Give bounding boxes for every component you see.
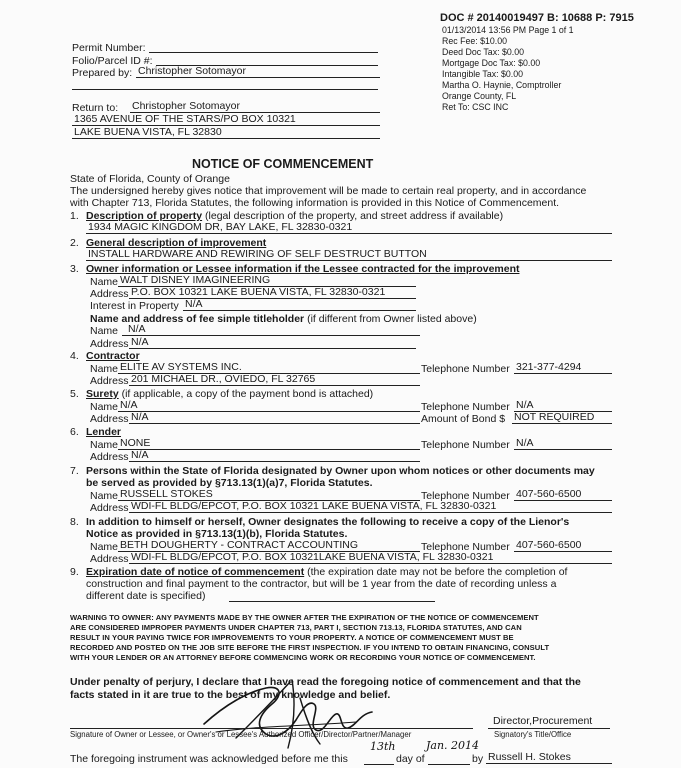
fee-holder-name-value: N/A (122, 324, 420, 336)
recording-date: 01/13/2014 13:56 PM Page 1 of 1 (442, 25, 574, 35)
property-description-value: 1934 MAGIC KINGDOM DR, BAY LAKE, FL 32830-0321 (86, 222, 612, 234)
acknowledgement-text: The foregoing instrument was acknowledged before me this (70, 753, 348, 765)
owner-address-value: P.O. BOX 10321 LAKE BUENA VISTA, FL 32830-0321 (129, 287, 416, 299)
acknowledgement-by-value: Russell H. Stokes (486, 752, 612, 764)
perjury-statement-2: facts stated in it are true to the best of my knowledge and belief. (70, 689, 391, 701)
section-6-number: 6. (70, 426, 79, 438)
warning-line-3: RESULT IN YOUR PAYING TWICE FOR IMPROVEMENTS TO YOUR PROPERTY. A NOTICE OF COMMENCEMENT MUST BE (70, 633, 514, 642)
return-to-name: Christopher Sotomayor (130, 101, 380, 113)
warning-line-2: ARE CONSIDERED IMPROPER PAYMENTS UNDER CHAPTER 713, PART I, SECTION 713.13, FLORIDA STATUTES, AND CAN (70, 623, 522, 632)
section-9-title: Expiration date of notice of commencement (86, 566, 305, 578)
by-label: by (472, 753, 484, 765)
lienor-copy-address-label: Address (90, 553, 129, 565)
return-to-label: Return to: (72, 102, 119, 114)
lender-phone-label: Telephone Number (421, 439, 510, 451)
deed-doc-tax: Deed Doc Tax: $0.00 (442, 47, 524, 57)
prepared-by-value: Christopher Sotomayor (136, 66, 380, 78)
designee-phone-value: 407-560-6500 (514, 489, 612, 501)
intro-text-1: The undersigned hereby gives notice that improvement will be made to certain real property, and in accordance (70, 185, 587, 197)
owner-name-label: Name (90, 276, 119, 288)
improvement-description-value: INSTALL HARDWARE AND REWIRING OF SELF DESTRUCT BUTTON (86, 249, 612, 261)
prepared-by-label: Prepared by: (72, 67, 133, 79)
section-8-number: 8. (70, 516, 79, 528)
fee-holder-address-value: N/A (129, 337, 416, 349)
contractor-address-value: 201 MICHAEL DR., OVIEDO, FL 32765 (129, 374, 420, 386)
intro-text-2: with Chapter 713, Florida Statutes, the following information is provided in this Notice of Commencement. (70, 197, 560, 209)
page-title: NOTICE OF COMMENCEMENT (192, 157, 374, 171)
contractor-address-label: Address (90, 375, 129, 387)
owner-signature (196, 674, 386, 752)
mortgage-doc-tax: Mortgage Doc Tax: $0.00 (442, 58, 541, 68)
lienor-copy-name-value: BETH DOUGHERTY - CONTRACT ACCOUNTING (118, 540, 420, 552)
fee-holder-desc: (if different from Owner listed above) (304, 313, 477, 325)
acknowledgement-month-line[interactable] (428, 764, 470, 765)
section-4-number: 4. (70, 350, 79, 362)
contractor-name-label: Name (90, 363, 119, 375)
warning-line-4: RECORDED AND POSTED ON THE JOB SITE BEFORE THE FIRST INSPECTION. IF YOU INTEND TO OBTAIN FINANCING, CONSULT (70, 643, 550, 652)
fee-holder-title: Name and address of fee simple titleholder (90, 313, 305, 325)
acknowledgement-month-value: Jan. 2014 (426, 739, 480, 752)
lender-address-label: Address (90, 451, 129, 463)
section-1-title: Description of property (86, 210, 203, 222)
surety-phone-label: Telephone Number (421, 401, 510, 413)
permit-number-line[interactable] (149, 52, 378, 53)
section-6-title: Lender (86, 426, 122, 438)
day-of-label: day of (396, 753, 425, 765)
perjury-statement-1: Under penalty of perjury, I declare that I have read the foregoing notice of commencement and that the (70, 676, 581, 688)
signatory-title-value: Director,Procurement (493, 715, 593, 727)
designee-name-value: RUSSELL STOKES (118, 489, 420, 501)
intangible-tax: Intangible Tax: $0.00 (442, 69, 524, 79)
surety-name-value: N/A (118, 400, 420, 412)
designee-phone-label: Telephone Number (421, 490, 510, 502)
lender-name-label: Name (90, 439, 119, 451)
surety-phone-value: N/A (514, 400, 612, 412)
section-3-number: 3. (70, 263, 79, 275)
contractor-phone-label: Telephone Number (421, 363, 510, 375)
section-9-desc-3: different date is specified) (86, 590, 206, 602)
surety-name-label: Name (90, 401, 119, 413)
owner-name-value: WALT DISNEY IMAGINEERING (118, 275, 416, 287)
contractor-name-value: ELITE AV SYSTEMS INC. (118, 362, 420, 374)
section-8-title-1: In addition to himself or herself, Owner designates the following to receive a copy of the Lienor's (86, 516, 570, 528)
blank-line (72, 89, 378, 90)
fee-holder-name-label: Name (90, 325, 119, 337)
signature-caption: Signature of Owner or Lessee, or Owner's or Lessee's Authorized Officer/Director/Partner/Manager (70, 730, 412, 739)
signatory-title-caption: Signatory's Title/Office (494, 730, 572, 739)
warning-line-5: WITH YOUR LENDER OR AN ATTORNEY BEFORE COMMENCING WORK OR RECORDING YOUR NOTICE OF COMMENCEMENT. (70, 653, 536, 662)
section-8-title-2: Notice as provided in §713.13(1)(b), Florida Statutes. (86, 528, 348, 540)
section-7-title-1: Persons within the State of Florida designated by Owner upon whom notices or other documents may (86, 465, 595, 477)
surety-address-label: Address (90, 413, 129, 425)
designee-name-label: Name (90, 490, 119, 502)
section-9-desc-2: construction and final payment to the contractor, but will be 1 year from the date of recording unless a (86, 578, 557, 590)
lender-address-value: N/A (129, 450, 420, 462)
lienor-copy-address-value: WDI-FL BLDG/EPCOT, P.O. BOX 10321LAKE BUENA VISTA, FL 32830-0321 (129, 552, 612, 564)
section-9-desc-1: (the expiration date may not be before the completion of (304, 566, 568, 578)
lienor-copy-name-label: Name (90, 541, 119, 553)
folio-label: Folio/Parcel ID #: (72, 55, 153, 67)
section-5-title: Surety (86, 388, 119, 400)
lender-phone-value: N/A (514, 438, 612, 450)
section-7-number: 7. (70, 465, 79, 477)
return-to-address-2: LAKE BUENA VISTA, FL 32830 (72, 127, 380, 139)
section-1-desc: (legal description of the property, and street address if available) (202, 210, 504, 222)
comptroller: Martha O. Haynie, Comptroller (442, 80, 562, 90)
expiration-date-line[interactable] (229, 601, 435, 602)
fee-holder-address-label: Address (90, 338, 129, 350)
acknowledgement-day-line[interactable] (364, 764, 394, 765)
bond-amount-label: Amount of Bond $ (421, 413, 506, 425)
designee-address-value: WDI-FL BLDG/EPCOT, P.O. BOX 10321 LAKE BUENA VISTA, FL 32830-0321 (129, 501, 612, 513)
interest-label: Interest in Property (90, 300, 179, 312)
section-5-number: 5. (70, 388, 79, 400)
section-2-number: 2. (70, 237, 79, 249)
section-9-number: 9. (70, 566, 79, 578)
surety-address-value: N/A (129, 412, 420, 424)
acknowledgement-day-value: 13th (370, 740, 396, 753)
section-5-desc: (if applicable, a copy of the payment bond is attached) (118, 388, 374, 400)
signatory-title-line (488, 728, 610, 729)
bond-amount-value: NOT REQUIRED (512, 412, 612, 424)
return-to-csc: Ret To: CSC INC (442, 102, 509, 112)
designee-address-label: Address (90, 502, 129, 514)
doc-number: DOC # 20140019497 B: 10688 P: 7915 (440, 12, 634, 24)
lienor-copy-phone-label: Telephone Number (421, 541, 510, 553)
return-to-address-1: 1365 AVENUE OF THE STARS/PO BOX 10321 (72, 114, 380, 126)
section-1-number: 1. (70, 210, 79, 222)
signature-line[interactable] (70, 728, 473, 729)
rec-fee: Rec Fee: $10.00 (442, 36, 508, 46)
owner-address-label: Address (90, 288, 129, 300)
section-9-heading (86, 566, 567, 578)
section-4-title: Contractor (86, 350, 140, 362)
lienor-copy-phone-value: 407-560-6500 (514, 540, 612, 552)
lender-name-value: NONE (118, 438, 420, 450)
permit-number-label: Permit Number: (72, 42, 146, 54)
section-7-title-2: be served as provided by §713.13(1)(a)7, Florida Statutes. (86, 477, 373, 489)
section-3-title: Owner information or Lessee information if the Lessee contracted for the improvement (86, 263, 520, 275)
county-label: Orange County, FL (442, 91, 517, 101)
warning-line-1: WARNING TO OWNER: ANY PAYMENTS MADE BY THE OWNER AFTER THE EXPIRATION OF THE NOTICE OF COMMENCEMENT (70, 613, 539, 622)
interest-value: N/A (183, 299, 416, 311)
section-2-title: General description of improvement (86, 237, 267, 249)
state-county-line: State of Florida, County of Orange (70, 173, 230, 185)
contractor-phone-value: 321-377-4294 (514, 362, 612, 374)
